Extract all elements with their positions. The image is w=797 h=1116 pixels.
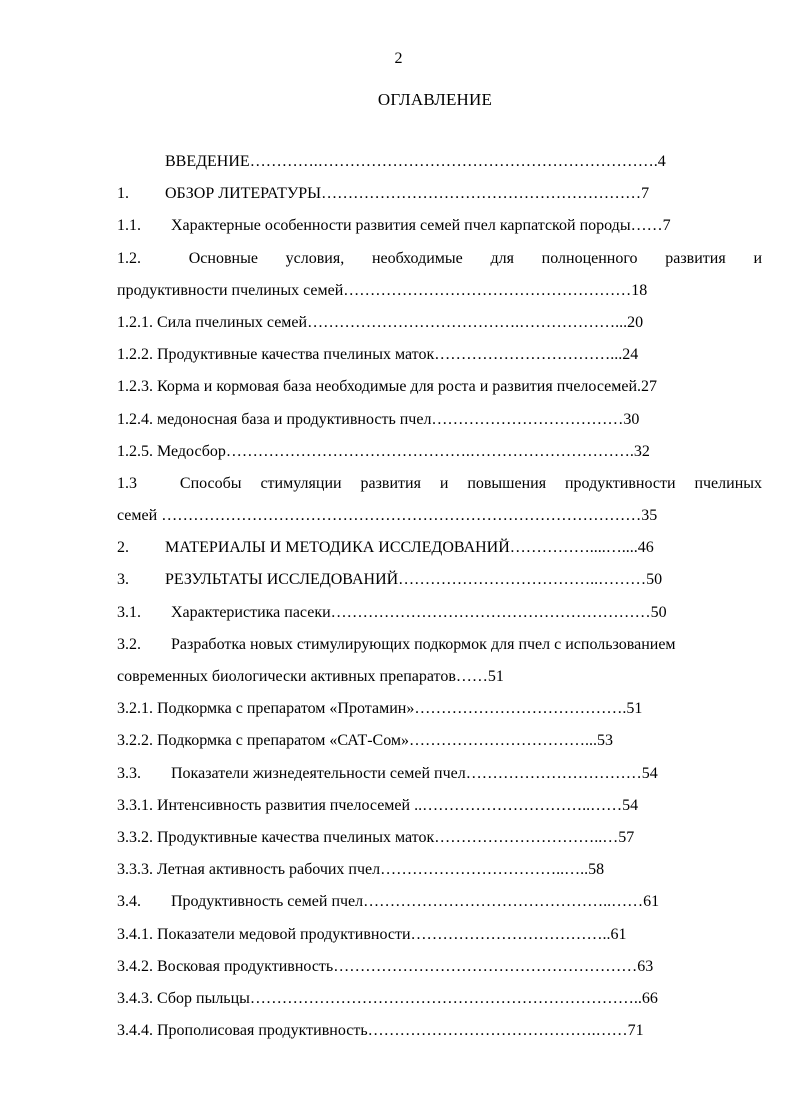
- toc-entry-2: [117, 536, 762, 568]
- toc-entry-text: Показатели жизнедеятельности семей пчел……………………………54: [171, 764, 658, 782]
- toc-entry-3-4: [117, 890, 762, 922]
- toc-entry-3-3: [117, 762, 762, 794]
- toc-entry-1-2-2: [117, 343, 762, 375]
- toc-entry-text: РЕЗУЛЬТАТЫ ИССЛЕДОВАНИЙ………………………………..………50: [165, 571, 663, 589]
- toc-entry-text: 1.2.2. Продуктивные качества пчелиных маток……………………………...24: [117, 346, 639, 364]
- toc-entry-text: 3.2.2. Подкормка с препаратом «САТ-Сом»……………………………...53: [117, 732, 614, 750]
- page-title: ОГЛАВЛЕНИЕ: [377, 90, 493, 109]
- toc-entry-1-2-5: [117, 440, 762, 472]
- toc-entry-1: [117, 182, 762, 214]
- toc-entry-text: 3.4.2. Восковая продуктивность…………………………………………………63: [117, 957, 654, 975]
- table-of-contents: [117, 150, 762, 1051]
- toc-entry-text: 3.3.1. Интенсивность развития пчелосемей ..…………………………..……54: [117, 796, 639, 814]
- toc-entry-1-3-continued: [117, 504, 762, 536]
- toc-entry-text: 3.2.1. Подкормка с препаратом «Протамин»………………………………….51: [117, 700, 643, 718]
- toc-entry-1-2-1: [117, 311, 762, 343]
- toc-entry-text: 3.4.1. Показатели медовой продуктивности………………………………..61: [117, 925, 627, 943]
- toc-entry-3-2: [117, 633, 762, 665]
- toc-entry-1-2-3: [117, 375, 762, 407]
- toc-entry-3-4-3: [117, 987, 762, 1019]
- toc-entry-text: Продуктивность семей пчел………………………………………..……61: [171, 893, 660, 911]
- toc-entry-1-3: [117, 472, 762, 504]
- toc-entry-text: 3.4.3. Сбор пыльцы………………………………………………………………..66: [117, 989, 658, 1007]
- toc-entry-1-1: [117, 214, 762, 246]
- toc-entry-1-2-continued: [117, 279, 762, 311]
- toc-entry-intro: [117, 150, 762, 182]
- toc-entry-3-4-4: [117, 1019, 762, 1051]
- toc-entry-text: ВВЕДЕНИЕ………….……………………………………………………….4: [165, 153, 666, 170]
- toc-entry-number: 1.1.: [117, 217, 141, 235]
- toc-entry-text: 3.4.4. Прополисовая продуктивность…………………………………….……71: [117, 1022, 644, 1040]
- toc-entry-3-3-2: [117, 826, 762, 858]
- toc-entry-text: продуктивности пчелиных семей………………………………………………18: [117, 281, 648, 299]
- toc-entry-text: ОБЗОР ЛИТЕРАТУРЫ……………………………………………………7: [165, 185, 650, 203]
- toc-entry-3-4-2: [117, 955, 762, 987]
- toc-entry-text: современных биологически активных препаратов……51: [117, 668, 504, 685]
- toc-entry-1-2: [117, 247, 762, 279]
- toc-entry-3-2-2: [117, 729, 762, 761]
- toc-entry-3-1: [117, 601, 762, 633]
- toc-entry-text: Основные условия, необходимые для полноценного развития и: [188, 249, 762, 267]
- toc-entry-number: 1.2.: [117, 249, 141, 267]
- toc-entry-number: 3.: [117, 571, 129, 589]
- toc-entry-text: МАТЕРИАЛЫ И МЕТОДИКА ИССЛЕДОВАНИЙ……………....…....46: [165, 539, 654, 557]
- toc-entry-3-4-1: [117, 923, 762, 955]
- page-number: 2: [394, 50, 403, 67]
- toc-entry-3-3-3: [117, 858, 762, 890]
- toc-entry-number: 1.: [117, 185, 129, 203]
- toc-entry-3-2-continued: [117, 665, 762, 697]
- toc-entry-text: семей ………………………………………………………………………………35: [117, 507, 658, 525]
- toc-entry-number: 1.3: [117, 474, 137, 492]
- toc-entry-text: 1.2.1. Сила пчелиных семей………………………………….………………...20: [117, 313, 644, 331]
- toc-entry-text: Характеристика пасеки……………………………………………………50: [171, 603, 667, 621]
- toc-entry-text: Способы стимуляции развития и повышения продуктивности пчелиных: [179, 474, 762, 492]
- toc-entry-text: 1.2.4. медоносная база и продуктивность пчел………………………………30: [117, 410, 640, 428]
- toc-entry-number: 3.2.: [117, 635, 141, 653]
- toc-entry-number: 3.4.: [117, 893, 141, 911]
- toc-entry-text: 1.2.3. Корма и кормовая база необходимые для роста и развития пчелосемей.27: [117, 378, 657, 396]
- toc-entry-text: 1.2.5. Медосбор……………………………………….………………………….32: [117, 442, 650, 460]
- toc-entry-1-2-4: [117, 408, 762, 440]
- toc-entry-3-2-1: [117, 697, 762, 729]
- toc-entry-number: 2.: [117, 539, 129, 557]
- toc-entry-text: 3.3.2. Продуктивные качества пчелиных маток…………………………..…57: [117, 828, 635, 846]
- toc-entry-number: 3.1.: [117, 603, 141, 621]
- toc-entry-3-3-1: [117, 794, 762, 826]
- toc-entry-text: Разработка новых стимулирующих подкормок для пчел с использованием: [171, 635, 676, 653]
- toc-entry-number: 3.3.: [117, 764, 141, 782]
- toc-entry-text: 3.3.3. Летная активность рабочих пчел……………………………..…..58: [117, 861, 605, 879]
- toc-entry-3: [117, 568, 762, 600]
- toc-entry-text: Характерные особенности развития семей пчел карпатской породы……7: [171, 217, 671, 235]
